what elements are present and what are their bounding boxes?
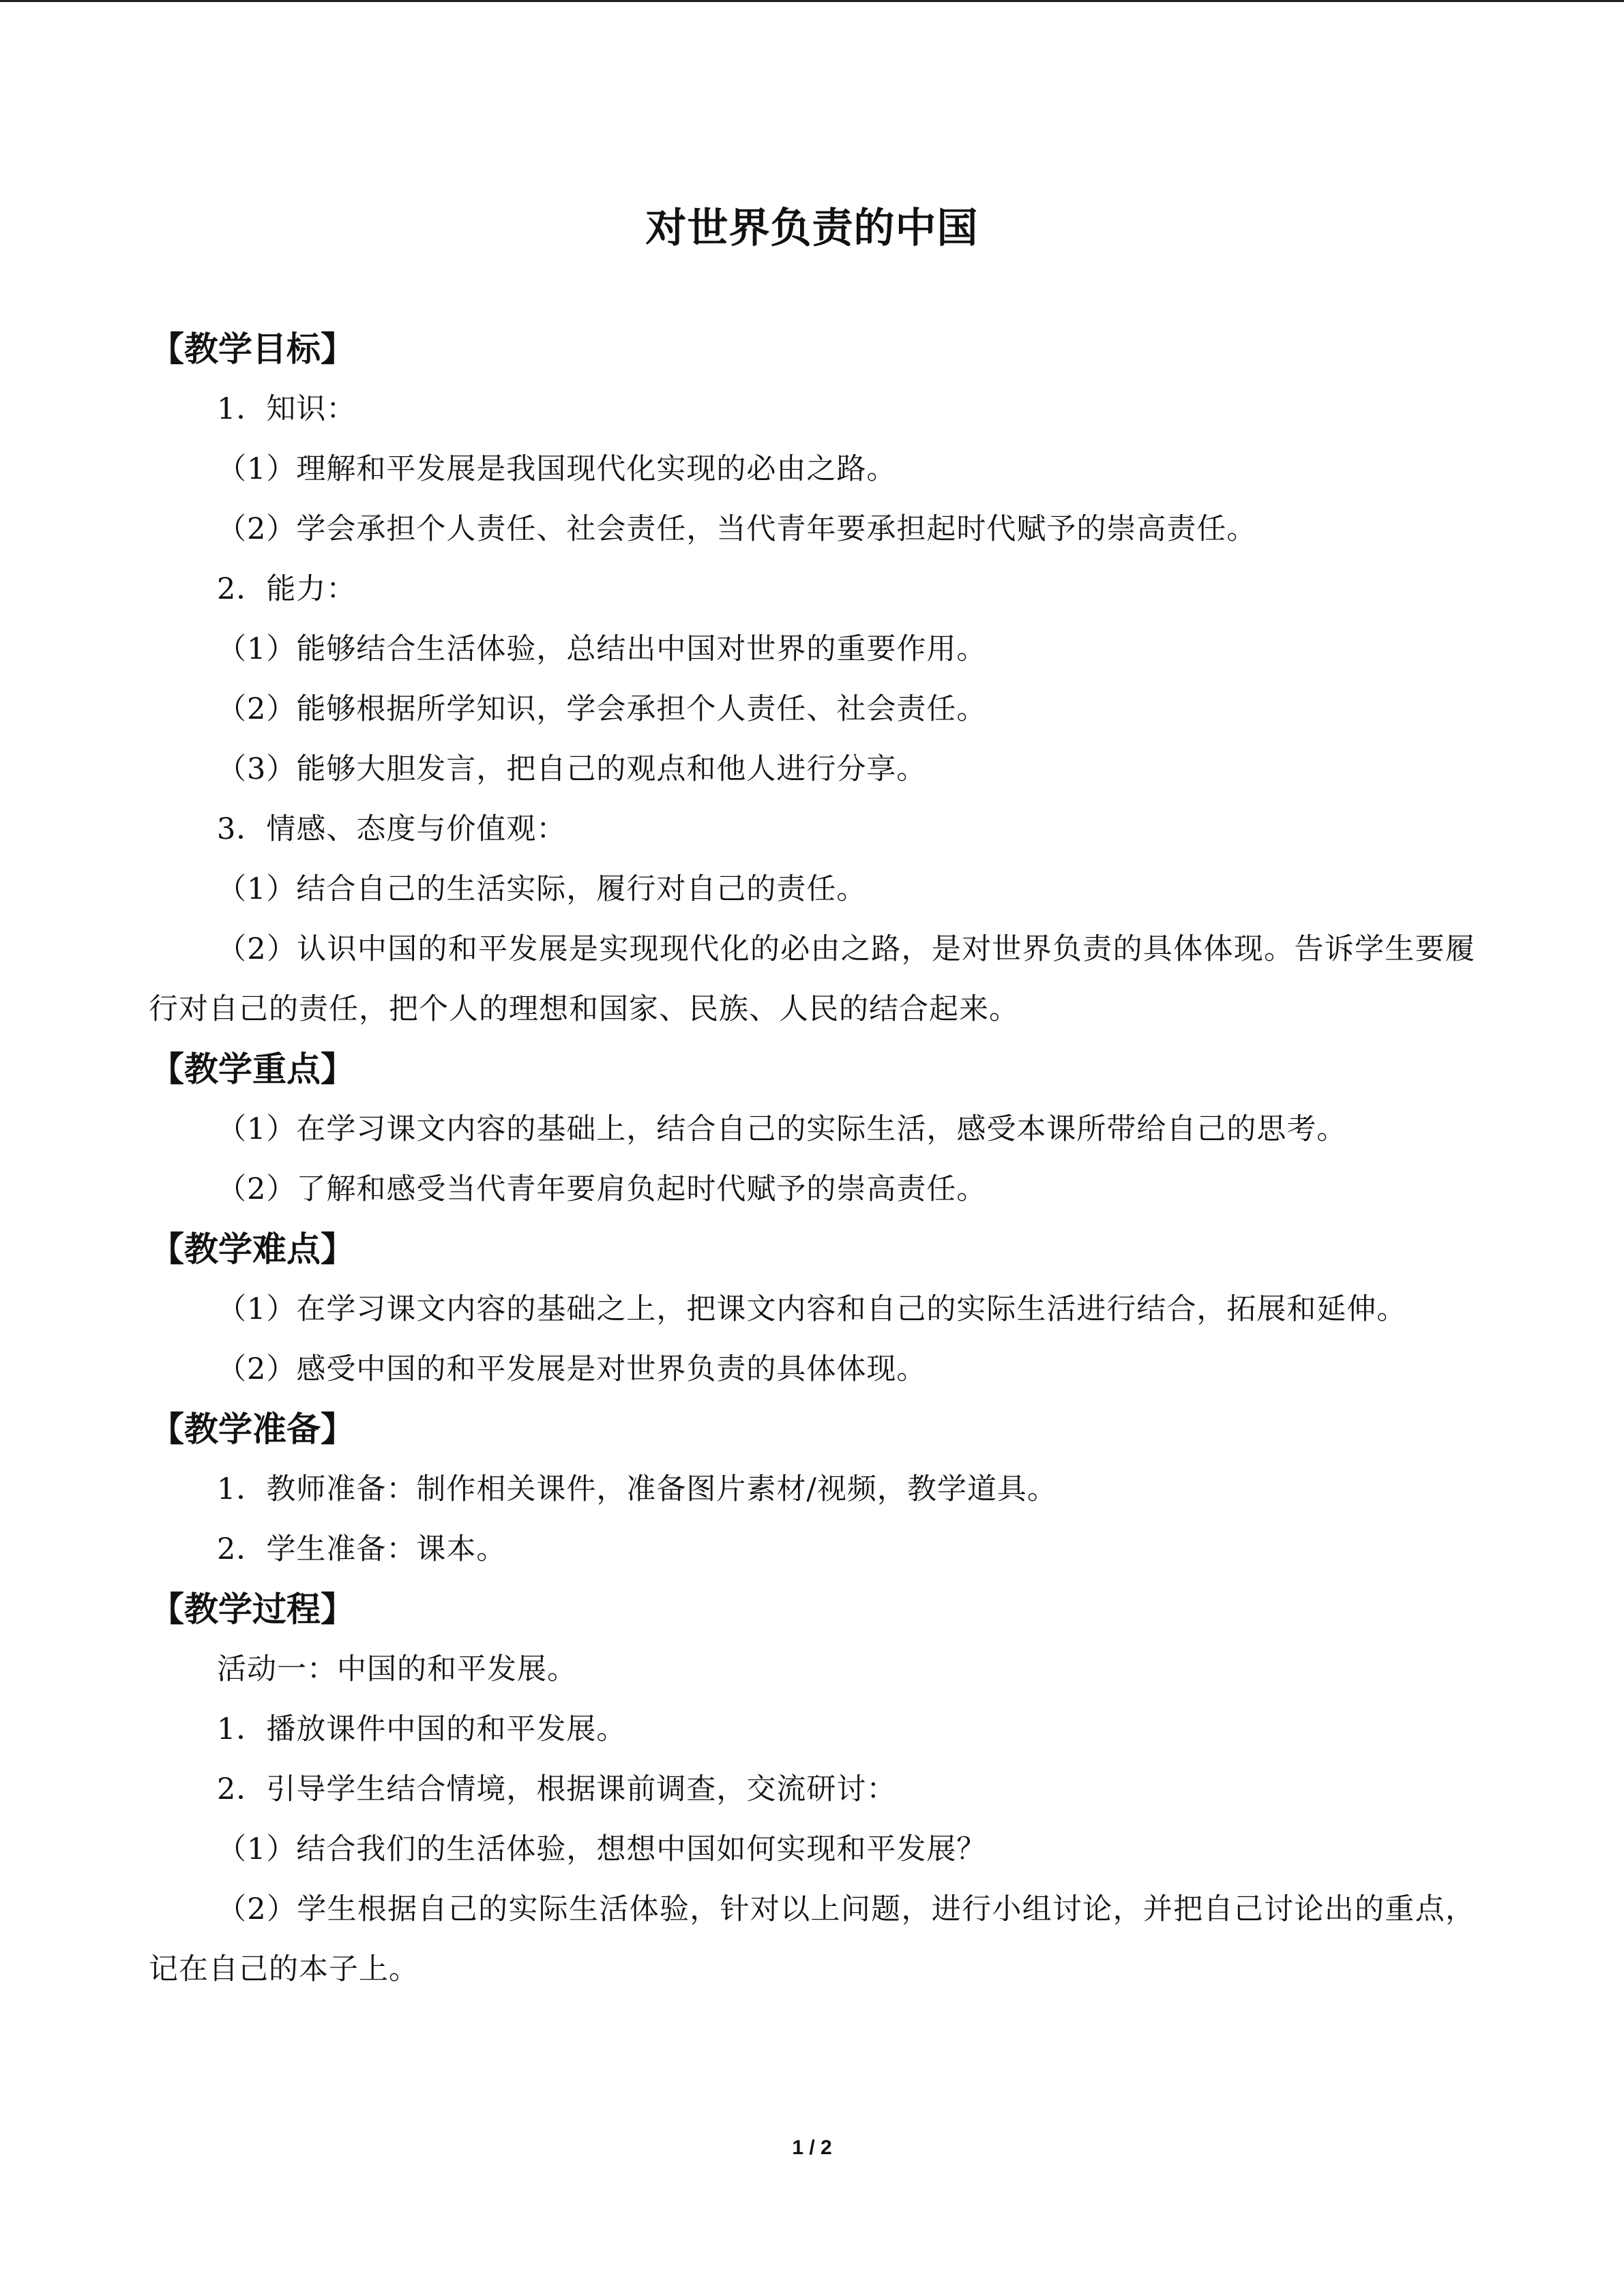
paragraph: （2）能够根据所学知识，学会承担个人责任、社会责任。 (217, 692, 987, 726)
paragraph: 1．教师准备：制作相关课件，准备图片素材/视频，教学道具。 (217, 1472, 1057, 1506)
paragraph: （1）结合我们的生活体验，想想中国如何实现和平发展？ (217, 1832, 987, 1866)
paragraph: （1）理解和平发展是我国现代化实现的必由之路。 (217, 452, 897, 486)
document-title: 对世界负责的中国 (645, 205, 979, 252)
paragraph: （2）学生根据自己的实际生活体验，针对以上问题，进行小组讨论，并把自己讨论出的重点，记在自己的本子上。 (149, 1892, 1475, 1986)
paragraph: 2．引导学生结合情境，根据课前调查，交流研讨： (217, 1772, 897, 1806)
section-heading-process: 【教学过程】 (150, 1590, 355, 1629)
paragraph: （2）了解和感受当代青年要肩负起时代赋予的崇高责任。 (217, 1172, 987, 1206)
section-heading-key-points: 【教学重点】 (150, 1049, 355, 1089)
paragraph: 2．学生准备：课本。 (217, 1532, 507, 1566)
page-number: 1 / 2 (792, 2136, 832, 2159)
paragraph: （3）能够大胆发言，把自己的观点和他人进行分享。 (217, 752, 927, 786)
paragraph: （1）在学习课文内容的基础上，结合自己的实际生活，感受本课所带给自己的思考。 (217, 1112, 1347, 1146)
paragraph: 1．知识： (217, 392, 357, 426)
section-heading-objectives: 【教学目标】 (150, 329, 355, 369)
section-heading-difficulties: 【教学难点】 (150, 1229, 355, 1269)
paragraph: （1）在学习课文内容的基础之上，把课文内容和自己的实际生活进行结合，拓展和延伸。 (217, 1292, 1407, 1326)
paragraph: 活动一：中国的和平发展。 (217, 1652, 577, 1686)
paragraph: 1．播放课件中国的和平发展。 (217, 1712, 627, 1746)
paragraph: （1）能够结合生活体验，总结出中国对世界的重要作用。 (217, 632, 987, 666)
paragraph: （2）感受中国的和平发展是对世界负责的具体体现。 (217, 1352, 927, 1386)
paragraph: （2）认识中国的和平发展是实现现代化的必由之路，是对世界负责的具体体现。告诉学生要履行对自己的责任，把个人的理想和国家、民族、人民的结合起来。 (149, 932, 1475, 1026)
paragraph: （2）学会承担个人责任、社会责任，当代青年要承担起时代赋予的崇高责任。 (217, 512, 1257, 546)
document-body (149, 319, 1475, 1999)
section-heading-preparation: 【教学准备】 (150, 1410, 355, 1449)
paragraph: 3．情感、态度与价值观： (217, 812, 567, 846)
paragraph: 2．能力： (217, 572, 357, 606)
paragraph: （1）结合自己的生活实际，履行对自己的责任。 (217, 872, 867, 906)
